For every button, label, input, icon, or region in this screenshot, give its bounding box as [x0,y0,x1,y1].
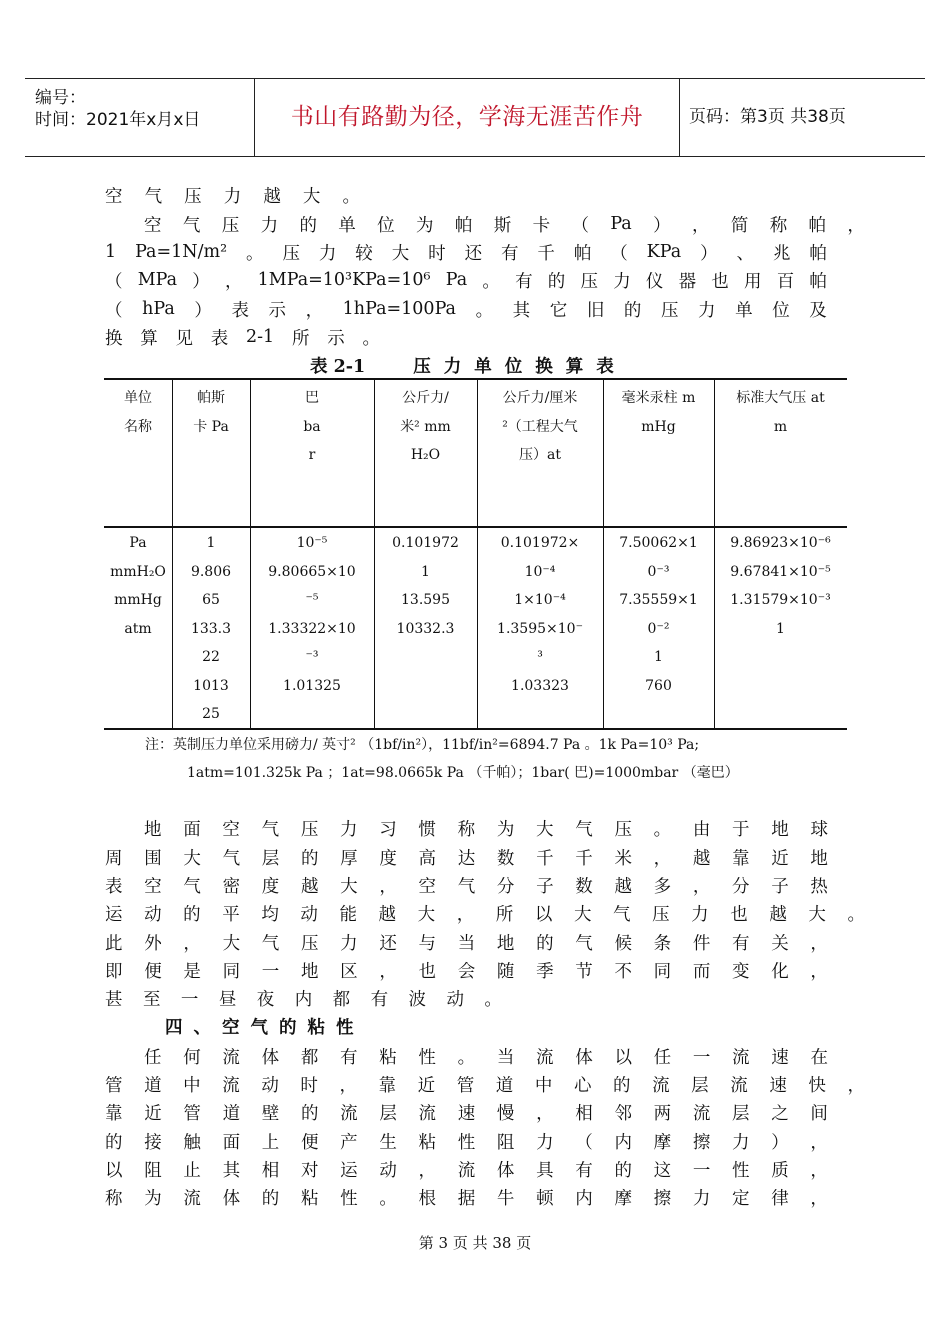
table-cell: 0.101972 [392,535,459,551]
header-cell-mmhg [603,384,714,441]
body-column-at [477,529,603,700]
header-cell-pa [172,384,250,441]
table-cell: 1×10⁻⁴ [514,592,566,608]
header-cell-atm [714,384,847,441]
body-column-unit [104,529,172,643]
pressure-conversion-table [104,378,847,730]
atmosphere-line: 表 空 气 密 度 越 大 ， 空 气 分 子 数 越 多 ， 分 子 热 [105,876,828,897]
table-cell: 1.3595×10⁻³ [497,620,583,665]
table-cell: 7.50062×10⁻³ [619,535,698,580]
table-cell: 7.35559×10⁻² [619,592,698,637]
table-cell: 133.322 [190,620,232,665]
table-cell: 760 [645,677,672,694]
page-footer: 第 3 页 共 38 页 [418,1234,532,1252]
time-label: 时间：2021年x月x日 [35,110,201,130]
table-cell: 13.595 [401,592,450,608]
table-cell: 101325 [193,677,229,722]
header-cell-at [477,384,603,470]
body-column-atm [714,529,847,643]
body-column-pa [172,529,250,729]
table-cell: 1.01325 [283,677,341,694]
page-header [25,78,925,157]
header-page-label: 页码：第3页 共38页 [689,107,846,127]
viscosity-line: 的 接 触 面 上 便 产 生 粘 性 阻 力 （ 内 摩 擦 力 ） ， [105,1132,828,1153]
unit-paragraph-line: 换 算 见 表 2-1 所 示 。 [105,327,380,349]
table-cell: mmHg [114,592,162,608]
unit-paragraph-line: （ hPa ） 表 示 ， 1hPa=100Pa 。 其 它 旧 的 压 力 单 位 及 [105,299,827,321]
table-cell: 9.80665 [190,563,232,608]
code-label: 编号： [35,88,86,108]
header-motto: 书山有路勤为径，学海无涯苦作舟 [255,79,680,156]
unit-paragraph-line: 1 Pa=1N/m² 。 压 力 较 大 时 还 有 千 帕 （ KPa ） 、 兆 帕 [105,242,827,264]
table-cell: 1 [206,535,216,551]
table-cell: 10332.3 [396,620,455,637]
header-cell-unit-name [104,384,172,441]
atmosphere-line: 即 便 是 同 一 地 区 ， 也 会 随 季 节 不 同 而 变 化 ， [105,961,828,982]
unit-paragraph-line: 空 气 压 力 的 单 位 为 帕 斯 卡 （ Pa ） ， 简 称 帕 ， [144,214,865,236]
unit-paragraph-line: （ MPa ） ， 1MPa=10³KPa=10⁶ Pa 。 有 的 压 力 仪 器 也 用 百 帕 [105,270,827,292]
table-cell: 0.101972×10⁻⁴ [500,535,580,580]
intro-line: 空 气 压 力 越 大 。 [105,186,360,207]
table-cell: 1 [776,620,785,637]
table-note-line: 1atm=101.325k Pa ；1at=98.0665k Pa （千帕）；1bar( 巴)=1000mbar （毫巴） [187,765,739,781]
header-cell-bar [250,384,374,470]
viscosity-line: 靠 近 管 道 壁 的 流 层 流 速 慢 ， 相 邻 两 流 层 之 间 [105,1103,828,1124]
atmosphere-line: 甚 至 一 昼 夜 内 都 有 波 动 。 [105,989,502,1010]
viscosity-line: 称 为 流 体 的 粘 性 。 根 据 牛 顿 内 摩 擦 力 定 律 ， [105,1188,828,1209]
atmosphere-line: 地 面 空 气 压 力 习 惯 称 为 大 气 压 。 由 于 地 球 [144,819,828,840]
table-cell: 1.31579×10⁻³ [730,592,831,608]
header-cell-text: 公斤力/米² mmH₂O [400,390,451,463]
header-meta [25,79,255,156]
atmosphere-line: 周 围 大 气 层 的 厚 度 高 达 数 千 千 米 ， 越 靠 近 地 [105,848,828,869]
table-caption-number: 表 2-1 [310,357,366,377]
header-separator [104,526,847,528]
table-cell: 9.80665×10⁻⁵ [268,563,356,608]
header-cell-text: 帕斯卡 Pa [193,390,229,435]
header-cell-text: 巴 bar [303,390,321,463]
table-cell: 1.03323 [511,677,569,694]
table-cell: mmH₂O [110,563,166,580]
table-cell: Pa [129,535,147,551]
table-cell: 9.67841×10⁻⁵ [730,563,831,580]
header-cell-text: 毫米汞柱 mmHg [621,390,696,435]
table-caption [310,353,627,378]
table-cell: 1 [654,649,663,665]
table-cell: 10⁻⁵ [296,535,328,551]
header-cell-text: 公斤力/厘米²（工程大气压）at [502,390,578,463]
table-cell: atm [124,620,152,637]
header-cell-mmh2o [374,384,477,470]
table-cell: 1.33322×10⁻³ [268,620,356,665]
body-column-mmhg [603,529,714,700]
table-cell: 1 [421,563,430,580]
header-cell-text: 标准大气压 atm [736,390,825,435]
viscosity-line: 任 何 流 体 都 有 粘 性 。 当 流 体 以 任 一 流 速 在 [144,1047,828,1068]
section-heading: 四、空气的粘性 [165,1018,365,1038]
header-cell-text: 单位名称 [124,390,152,435]
body-column-bar [250,529,374,700]
table-cell: 9.86923×10⁻⁶ [730,535,831,551]
atmosphere-line: 此 外 ， 大 气 压 力 还 与 当 地 的 气 候 条 件 有 关 ， [105,933,828,954]
table-caption-title: 压力单位换算表 [413,357,627,377]
atmosphere-line: 运 动 的 平 均 动 能 越 大 ， 所 以 大 气 压 力 也 越 大 。 [105,904,865,925]
body-column-mmh2o [374,529,477,643]
viscosity-line: 管 道 中 流 动 时 ， 靠 近 管 道 中 心 的 流 层 流 速 快 ， [105,1075,865,1096]
table-note-line: 注：英制压力单位采用磅力/ 英寸² （1bf/in²），11bf/in²=6894.7 Pa 。1k Pa=10³ Pa; [145,737,700,753]
viscosity-line: 以 阻 止 其 相 对 运 动 ， 流 体 具 有 的 这 一 性 质 ， [105,1160,828,1181]
